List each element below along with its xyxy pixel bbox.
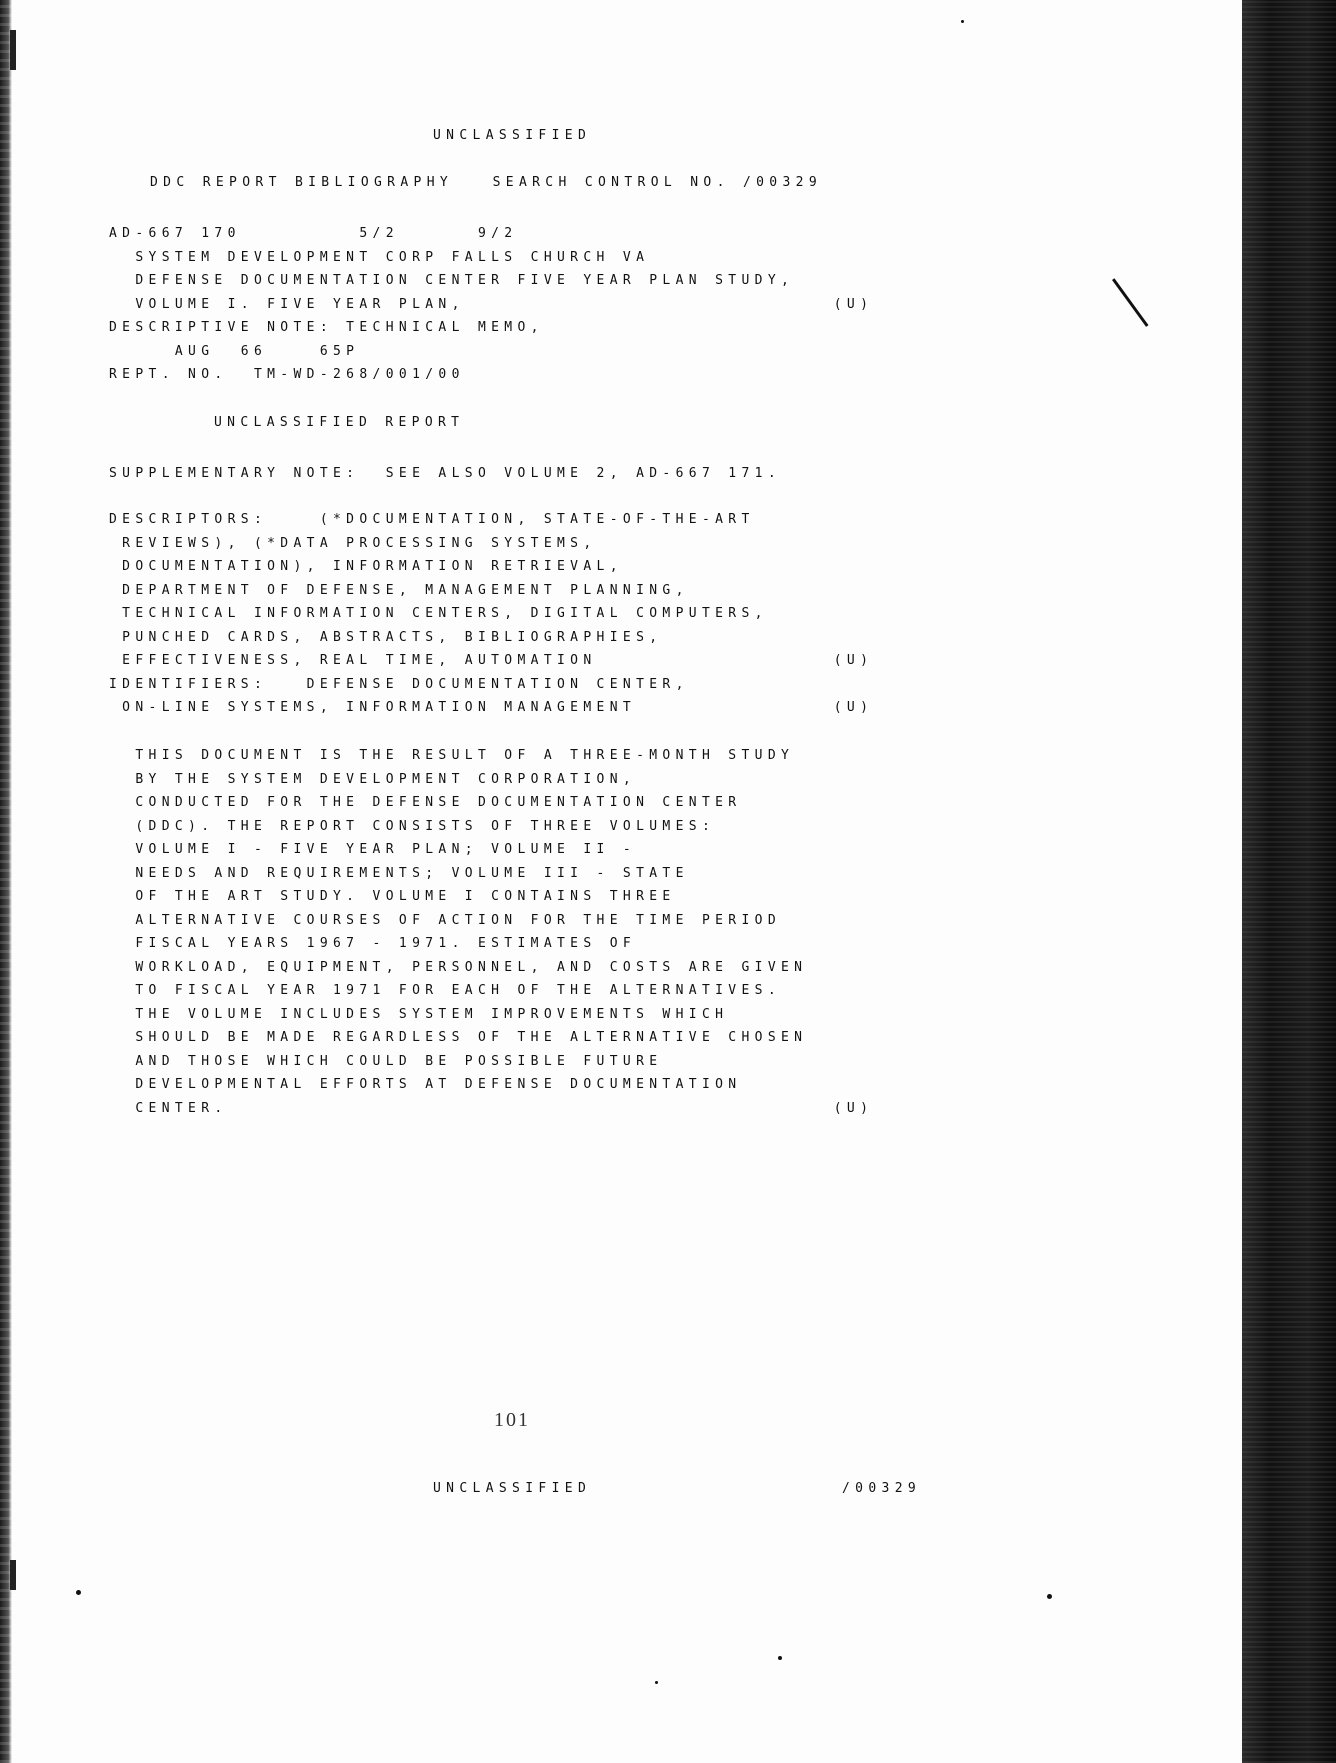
abstract-line: OF THE ART STUDY. VOLUME I CONTAINS THREE xyxy=(109,889,676,904)
descriptor-line: DEPARTMENT OF DEFENSE, MANAGEMENT PLANNING, xyxy=(109,582,689,598)
page-number: 101 xyxy=(494,1409,530,1431)
scan-edge-right xyxy=(1242,0,1336,1763)
scan-artifact xyxy=(10,30,16,70)
record-metadata xyxy=(109,222,873,387)
descriptors-block xyxy=(109,508,873,720)
abstract-line: THE VOLUME INCLUDES SYSTEM IMPROVEMENTS WHICH xyxy=(109,1006,729,1022)
abstract-line: (DDC). THE REPORT CONSISTS OF THREE VOLUMES: xyxy=(109,818,716,834)
descriptor-line: PUNCHED CARDS, ABSTRACTS, BIBLIOGRAPHIES, xyxy=(109,629,663,645)
abstract-line: WORKLOAD, EQUIPMENT, PERSONNEL, AND COSTS ARE GIVEN xyxy=(109,959,808,975)
descriptor-line: DESCRIPTORS: (*DOCUMENTATION, STATE-OF-THE-ART xyxy=(109,512,755,527)
abstract-line: VOLUME I - FIVE YEAR PLAN; VOLUME II - xyxy=(109,842,637,857)
bibliography-title: DDC REPORT BIBLIOGRAPHY SEARCH CONTROL NO. /00329 xyxy=(150,175,823,190)
record-line: AD-667 170 5/2 9/2 xyxy=(109,226,518,241)
abstract-line: DEVELOPMENTAL EFFORTS AT DEFENSE DOCUMENTATION xyxy=(109,1077,742,1092)
header-classification: UNCLASSIFIED xyxy=(433,128,592,143)
abstract-block xyxy=(109,744,873,1120)
supplementary-note: SUPPLEMENTARY NOTE: SEE ALSO VOLUME 2, AD-667 171. xyxy=(109,466,782,481)
scan-speck xyxy=(961,20,964,23)
scan-edge-left xyxy=(0,0,12,1763)
footer-control-number: /00329 xyxy=(842,1481,922,1496)
scan-artifact xyxy=(10,1560,16,1590)
record-line: VOLUME I. FIVE YEAR PLAN, (U) xyxy=(109,296,874,312)
record-line: AUG 66 65P xyxy=(109,343,360,359)
scan-speck xyxy=(655,1681,658,1684)
abstract-line: ALTERNATIVE COURSES OF ACTION FOR THE TIME PERIOD xyxy=(109,912,782,928)
abstract-line: NEEDS AND REQUIREMENTS; VOLUME III - STATE xyxy=(109,865,689,881)
record-line: DEFENSE DOCUMENTATION CENTER FIVE YEAR PLAN STUDY, xyxy=(109,273,795,288)
abstract-line: AND THOSE WHICH COULD BE POSSIBLE FUTURE xyxy=(109,1053,663,1069)
footer-classification: UNCLASSIFIED xyxy=(433,1481,592,1496)
abstract-line: CONDUCTED FOR THE DEFENSE DOCUMENTATION CENTER xyxy=(109,795,742,810)
report-classification: UNCLASSIFIED REPORT xyxy=(214,415,465,430)
abstract-line: BY THE SYSTEM DEVELOPMENT CORPORATION, xyxy=(109,771,637,787)
identifier-line: IDENTIFIERS: DEFENSE DOCUMENTATION CENTER, xyxy=(109,676,689,692)
scan-speck xyxy=(1047,1594,1052,1599)
scan-speck xyxy=(76,1590,81,1595)
pen-stroke-mark xyxy=(1112,278,1149,327)
record-line: REPT. NO. TM-WD-268/001/00 xyxy=(109,367,465,382)
descriptor-line: REVIEWS), (*DATA PROCESSING SYSTEMS, xyxy=(109,535,597,551)
identifier-line: ON-LINE SYSTEMS, INFORMATION MANAGEMENT (U) xyxy=(109,700,874,715)
record-line: SYSTEM DEVELOPMENT CORP FALLS CHURCH VA xyxy=(109,249,650,265)
abstract-line: SHOULD BE MADE REGARDLESS OF THE ALTERNATIVE CHOSEN xyxy=(109,1030,808,1045)
record-line: DESCRIPTIVE NOTE: TECHNICAL MEMO, xyxy=(109,320,544,335)
descriptor-line: DOCUMENTATION), INFORMATION RETRIEVAL, xyxy=(109,559,623,574)
descriptor-line: EFFECTIVENESS, REAL TIME, AUTOMATION (U) xyxy=(109,653,874,668)
abstract-line: CENTER. (U) xyxy=(109,1100,874,1116)
scan-speck xyxy=(778,1656,782,1660)
descriptor-line: TECHNICAL INFORMATION CENTERS, DIGITAL COMPUTERS, xyxy=(109,606,768,621)
abstract-line: FISCAL YEARS 1967 - 1971. ESTIMATES OF xyxy=(109,936,637,951)
abstract-line: TO FISCAL YEAR 1971 FOR EACH OF THE ALTERNATIVES. xyxy=(109,983,782,998)
abstract-line: THIS DOCUMENT IS THE RESULT OF A THREE-MONTH STUDY xyxy=(109,748,795,763)
